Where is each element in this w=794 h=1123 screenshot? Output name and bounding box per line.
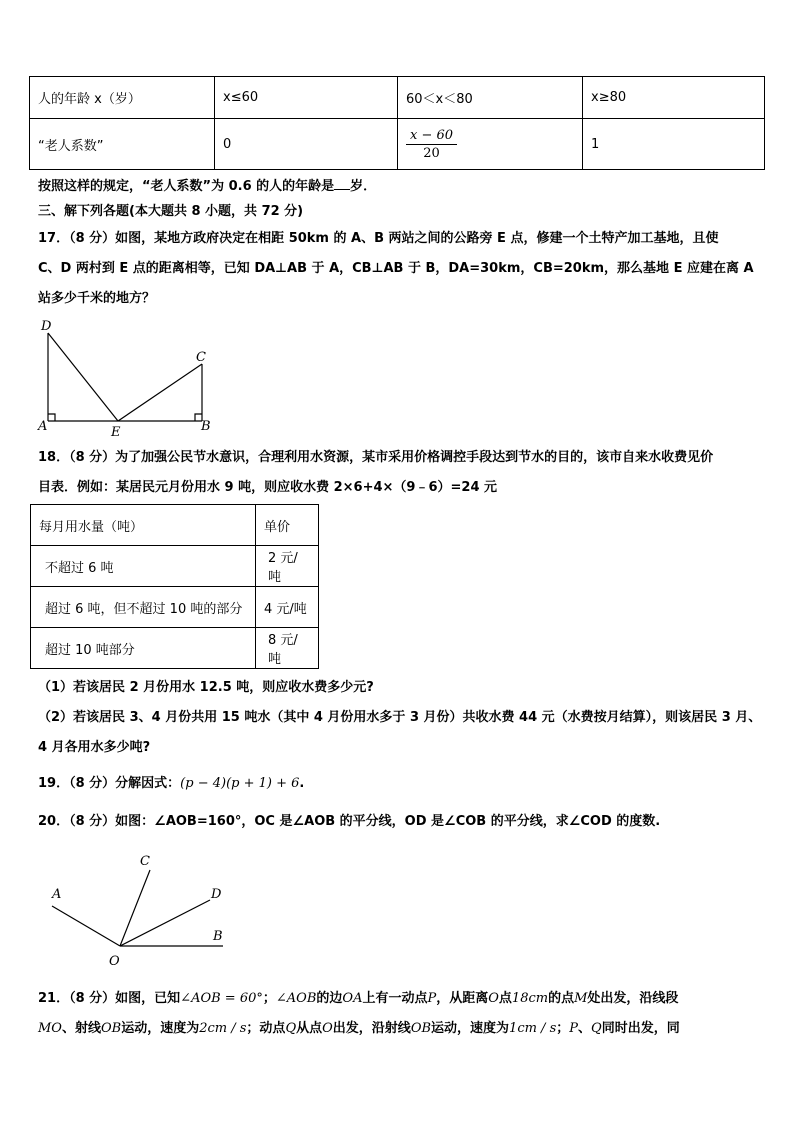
q21-text: ；动点 [246,1021,286,1036]
q19-suffix: . [299,776,305,791]
table-cell: 60＜x＜80 [398,77,583,119]
table-cell: 人的年龄 x（岁） [30,77,215,119]
table-row [30,77,765,119]
table-row [31,628,319,669]
q21-math: Q [591,1021,602,1036]
table-cell: x≥80 [583,77,765,119]
label-O: O [109,954,120,969]
q21-text: 从点 [296,1021,323,1036]
table-row [31,505,319,546]
q21-math: OB [410,1021,432,1036]
q21-math: 18cm [511,991,549,1006]
section-heading: 三、解下列各题(本大题共 8 小题，共 72 分) [38,204,304,219]
q21-math: OA [342,991,363,1006]
q21-text: ，从距离 [436,991,489,1006]
ray-OD [120,900,210,946]
table-cell [398,119,583,170]
label-C: C [140,854,150,869]
q17-line-3: 站多少千米的地方？ [38,291,156,306]
table-cell: 4 元/吨 [256,587,319,628]
q21-math: Q [285,1021,297,1036]
ray-OC [120,870,150,946]
q21-text: 运动，速度为 [121,1021,200,1036]
table-cell: x≤60 [215,77,398,119]
table-cell: 0 [215,119,398,170]
q21-text: ； [262,991,276,1006]
q21-text: 、 [578,1021,592,1036]
q21-math: ∠AOB [275,991,317,1006]
q16-tail [38,177,376,195]
q21-text: 出发，沿射线 [332,1021,411,1036]
q21-text: 点 [498,991,512,1006]
q21-text: 的点 [548,991,575,1006]
q17-line-1: 17．（8 分）如图，某地方政府决定在相距 50km 的 A、B 两站之间的公路旁 E 点，修建一个土特产加工基地，且使 [38,231,719,246]
q19 [38,776,304,792]
fraction-denominator: 20 [423,145,440,161]
q21-math: O [488,991,499,1006]
q21-math: 2cm / s [199,1021,247,1036]
answer-blank [334,177,350,190]
label-B: B [213,929,223,944]
table-cell: 每月用水量（吨） [31,505,256,546]
table-cell: 8 元/吨 [256,628,319,669]
age-coefficient-table [29,76,765,170]
q21-math: M [574,991,588,1006]
right-angle-mark-A [48,414,55,421]
table-cell: 不超过 6 吨 [31,546,256,587]
table-cell: 1 [583,119,765,170]
q20-figure [40,850,240,972]
q18-sub-2a: （2）若该居民 3、4 月份共用 15 吨水（其中 4 月份用水多于 3 月份）共收水费 44 元（水费按月结算），则该居民 3 月、 [38,710,762,725]
table-row [31,587,319,628]
label-B: B [201,419,211,434]
q21-text: 同时出发，同 [601,1021,680,1036]
label-C: C [196,350,206,365]
label-E: E [111,425,121,440]
q21-math: O [322,1021,333,1036]
q21-math: P [569,1021,579,1036]
table-cell: 超过 6 吨，但不超过 10 吨的部分 [31,587,256,628]
q21-text: 处出发，沿线段 [587,991,679,1006]
q19-expression: (p − 4)(p + 1) + 6 [180,776,300,791]
q18-line-2: 目表．例如：某居民元月份用水 9 吨，则应收水费 2×6+4×（9﹣6）=24 元 [38,480,498,495]
q21-math: 1cm / s [509,1021,557,1036]
q21-text: ； [556,1021,570,1036]
table-row [31,546,319,587]
q21-math: ∠AOB = 60° [180,991,263,1006]
q21-text: 运动，速度为 [431,1021,510,1036]
q21-math: OB [100,1021,122,1036]
q17-line-2: C、D 两村到 E 点的距离相等，已知 DA⊥AB 于 A，CB⊥AB 于 B，DA=30km，CB=20km，那么基地 E 应建在离 A [38,261,754,276]
fraction-numerator: x − 60 [406,128,457,145]
label-A: A [38,419,48,434]
segment-DE [48,333,118,421]
q18-line-1: 18．（8 分）为了加强公民节水意识，合理利用水资源，某市采用价格调控手段达到节水的目的，该市自来水收费见价 [38,450,714,465]
q17-figure [30,315,230,440]
table-cell: “老人系数” [30,119,215,170]
table-row [30,119,765,170]
q21-line-1 [38,991,678,1007]
q21-text: 的边 [316,991,343,1006]
table-cell: 2 元/吨 [256,546,319,587]
q19-prefix: 19．（8 分）分解因式： [38,776,181,791]
ray-OA [52,906,120,946]
q18-sub-1: （1）若该居民 2 月份用水 12.5 吨，则应收水费多少元? [38,680,374,695]
segment-EC [118,364,202,421]
q21-math: MO [38,1021,62,1036]
q21-line-2 [38,1021,680,1037]
q20-line: 20．（8 分）如图：∠AOB=160°，OC 是∠AOB 的平分线，OD 是∠COB 的平分线，求∠COD 的度数. [38,814,661,829]
fraction [406,128,457,161]
label-D: D [211,887,222,902]
q18-sub-2b: 4 月各用水多少吨? [38,740,151,755]
water-price-table [30,504,319,669]
q16-text-end: 岁． [350,179,377,194]
q21-text: 上有一动点 [362,991,428,1006]
q21-text: 、射线 [61,1021,101,1036]
q21-text: 21．（8 分）如图，已知 [38,991,181,1006]
table-cell: 超过 10 吨部分 [31,628,256,669]
q21-math: P [427,991,437,1006]
q16-text: 按照这样的规定，“老人系数”为 0.6 的人的年龄是 [38,179,335,194]
label-A: A [52,887,62,902]
label-D: D [41,319,52,334]
table-cell: 单价 [256,505,319,546]
